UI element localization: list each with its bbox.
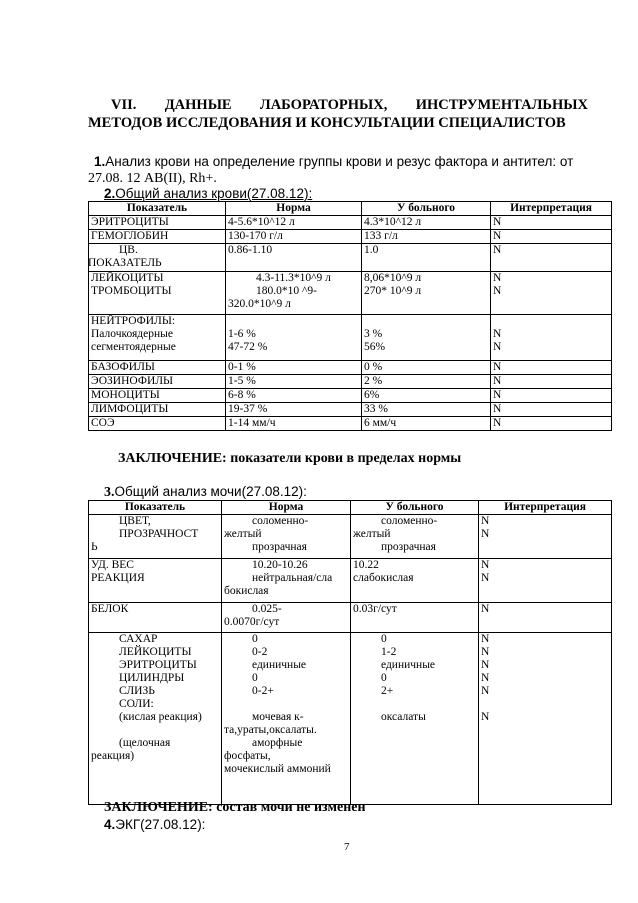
cell-name: [89, 272, 226, 315]
cell-interp: [491, 272, 612, 315]
cell-patient: 33 %: [362, 403, 491, 417]
section-title-line1: [111, 97, 588, 114]
cell-patient: 6 мм/ч: [362, 417, 491, 431]
cell-norm: 1-5 %: [226, 375, 362, 389]
cell-interp: N: [491, 216, 612, 230]
cell-interp: [491, 315, 612, 361]
cell-interp: N: [491, 417, 612, 431]
cell-line: РЕАКЦИЯ: [91, 572, 145, 584]
cell-patient: 6%: [362, 389, 491, 403]
cell-norm: 0-1 %: [226, 361, 362, 375]
title-word: ЛАБОРАТОРНЫХ,: [259, 97, 388, 113]
cell-line: N: [481, 572, 490, 584]
cell-line: 0-2: [252, 646, 268, 658]
cell-interp: [479, 515, 612, 559]
table-row: [89, 603, 612, 633]
cell-line: [493, 315, 611, 328]
item1-text: Анализ крови на определение группы крови и резус фактора и антител: от: [105, 154, 574, 169]
cell-line: реакция): [91, 750, 135, 762]
item2-title: Общий анализ крови(27.08.12):: [115, 186, 313, 201]
table-row: [89, 315, 612, 361]
cell-line: нейтральная/сла: [252, 572, 333, 584]
header-cell: У больного: [362, 202, 491, 216]
title-word: ИНСТРУМЕНТАЛЬНЫХ: [415, 97, 588, 113]
cell-patient: [351, 633, 479, 805]
cell-line: мочекислый аммоний: [224, 763, 331, 775]
cell-line: [91, 724, 221, 737]
cell-norm: 4-5.6*10^12 л: [226, 216, 362, 230]
header-cell: Интерпретация: [479, 501, 612, 515]
cell-line: N: [481, 559, 490, 571]
cell-interp: N: [479, 603, 612, 633]
cell-line: ЦВ.: [119, 244, 138, 256]
header-cell: Интерпретация: [491, 202, 612, 216]
table-row: [89, 403, 612, 417]
cell-name: [89, 315, 226, 361]
cell-patient: 0.03г/сут: [351, 603, 479, 633]
table-row: [89, 375, 612, 389]
cell-line: 1-6 %: [228, 328, 256, 340]
cell-interp: [479, 633, 612, 805]
cell-line: Палочкоядерные: [91, 328, 173, 340]
item4-heading: [104, 817, 205, 832]
cell-line: фосфаты,: [224, 750, 271, 762]
title-word: ДАННЫЕ: [164, 97, 232, 113]
cell-interp: N: [491, 403, 612, 417]
cell-line: 0-2+: [252, 685, 274, 697]
cell-name: ЭОЗИНОФИЛЫ: [89, 375, 226, 389]
cell-line: 56%: [364, 341, 386, 353]
cell-norm: 130-170 г/л: [226, 230, 362, 244]
cell-line: 1-2: [381, 646, 397, 658]
cell-name: МОНОЦИТЫ: [89, 389, 226, 403]
cell-interp: N: [491, 375, 612, 389]
cell-norm: [226, 315, 362, 361]
page-number: 7: [344, 841, 350, 853]
cell-norm: [226, 272, 362, 315]
cell-line: [481, 698, 611, 711]
cell-line: оксалаты: [381, 711, 426, 723]
conclusion-blood: ЗАКЛЮЧЕНИЕ: показатели крови в пределах нормы: [118, 451, 462, 466]
cell-patient: [351, 559, 479, 603]
cell-name: ЭРИТРОЦИТЫ: [89, 216, 226, 230]
cell-line: желтый: [353, 528, 391, 540]
cell-line: 10.22: [353, 559, 379, 571]
cell-patient: [351, 515, 479, 559]
cell-name: [89, 633, 222, 805]
cell-line: 3 %: [364, 328, 383, 340]
cell-line: [353, 698, 478, 711]
table-row: [89, 361, 612, 375]
cell-line: 270* 10^9 л: [364, 285, 422, 297]
cell-line: (щелочная: [119, 737, 171, 749]
cell-interp: [479, 559, 612, 603]
conclusion-urine: ЗАКЛЮЧЕНИЕ: состав мочи не изменен: [104, 800, 366, 815]
header-cell: Норма: [222, 501, 351, 515]
item4-number: 4.: [104, 817, 116, 832]
cell-norm: 19-37 %: [226, 403, 362, 417]
cell-line: соломенно-: [252, 515, 309, 527]
cell-line: N: [481, 515, 490, 527]
table-row: [89, 559, 612, 603]
table-row: [89, 272, 612, 315]
cell-line: мочевая к-: [252, 711, 304, 723]
cell-interp: N: [491, 230, 612, 244]
cell-line: аморфные: [252, 737, 303, 749]
cell-name: [89, 244, 226, 272]
cell-line: N: [481, 646, 490, 658]
cell-line: СОЛИ:: [119, 698, 154, 710]
cell-line: 47-72 %: [228, 341, 268, 353]
cell-interp: N: [491, 389, 612, 403]
cell-line: 0: [381, 672, 387, 684]
cell-name: [89, 515, 222, 559]
item1-line1: [94, 154, 573, 169]
cell-line: САХАР: [119, 633, 158, 645]
table-row: [89, 515, 612, 559]
cell-interp: N: [491, 361, 612, 375]
cell-line: 0: [252, 672, 258, 684]
cell-line: N: [493, 328, 502, 340]
cell-line: ЛЕЙКОЦИТЫ: [119, 646, 192, 658]
table-row: [89, 244, 612, 272]
cell-name: БЕЛОК: [89, 603, 222, 633]
cell-line: ЦИЛИНДРЫ: [119, 672, 185, 684]
item3-heading: [104, 484, 307, 501]
cell-line: 2+: [381, 685, 394, 697]
cell-patient: 133 г/л: [362, 230, 491, 244]
cell-line: 0.025-: [252, 603, 282, 615]
cell-norm: 1-14 мм/ч: [226, 417, 362, 431]
cell-line: N: [481, 711, 490, 723]
cell-line: СЛИЗЬ: [119, 685, 155, 697]
cell-line: Ь: [91, 541, 98, 553]
cell-norm: 6-8 %: [226, 389, 362, 403]
cell-line: УД. ВЕС: [91, 559, 134, 571]
cell-line: ТРОМБОЦИТЫ: [91, 285, 172, 297]
item2-heading: [104, 186, 312, 201]
item1-line2: 27.08. 12 АВ(II), Rh+.: [88, 171, 217, 186]
cell-line: 180.0*10 ^9-: [256, 285, 317, 297]
item3-title: Общий анализ мочи(27.08.12):: [114, 484, 307, 499]
cell-norm: [222, 515, 351, 559]
cell-line: ПРОЗРАЧНОСТ: [119, 528, 199, 540]
cell-line: прозрачная: [381, 541, 436, 553]
header-cell: Показатель: [89, 202, 226, 216]
cell-line: N: [493, 272, 502, 284]
urine-table: [88, 500, 612, 805]
cell-line: (кислая реакция): [119, 711, 202, 723]
cell-line: ЛЕЙКОЦИТЫ: [91, 272, 164, 284]
cell-line: бокислая: [224, 585, 269, 597]
header-cell: У больного: [351, 501, 479, 515]
table-header-row: [89, 501, 612, 515]
cell-line: N: [481, 685, 490, 697]
table-header-row: [89, 202, 612, 216]
cell-patient: [362, 315, 491, 361]
cell-name: ЛИМФОЦИТЫ: [89, 403, 226, 417]
cell-line: 8,06*10^9 л: [364, 272, 422, 284]
cell-name: ГЕМОГЛОБИН: [89, 230, 226, 244]
cell-line: N: [493, 285, 502, 297]
cell-line: 0: [252, 633, 258, 645]
title-word: VII.: [111, 97, 137, 113]
table-row: [89, 230, 612, 244]
table-row: [89, 216, 612, 230]
cell-line: 4.3-11.3*10^9 л: [256, 272, 331, 284]
table-row: [89, 389, 612, 403]
cell-line: та,ураты,оксалаты.: [224, 724, 317, 736]
table-row: [89, 633, 612, 805]
cell-name: [89, 559, 222, 603]
cell-line: единичные: [252, 659, 307, 671]
cell-interp: N: [491, 244, 612, 272]
cell-norm: [222, 559, 351, 603]
cell-patient: 2 %: [362, 375, 491, 389]
item3-number: 3.: [104, 485, 115, 500]
cell-patient: 1.0: [362, 244, 491, 272]
cell-patient: 4.3*10^12 л: [362, 216, 491, 230]
cell-norm: [222, 633, 351, 805]
item2-number: 2.: [104, 186, 116, 201]
cell-line: [224, 698, 350, 711]
cell-line: 0.0070г/сут: [224, 616, 280, 628]
cell-name: БАЗОФИЛЫ: [89, 361, 226, 375]
cell-line: ЭРИТРОЦИТЫ: [119, 659, 197, 671]
cell-line: прозрачная: [252, 541, 307, 553]
cell-patient: 0 %: [362, 361, 491, 375]
cell-norm: 0.86-1.10: [226, 244, 362, 272]
cell-line: желтый: [224, 528, 262, 540]
blood-table: [88, 201, 612, 431]
cell-line: 10.20-10.26: [252, 559, 308, 571]
cell-line: слабокислая: [353, 572, 414, 584]
cell-line: НЕЙТРОФИЛЫ:: [91, 315, 176, 327]
cell-line: сегментоядерные: [91, 341, 176, 353]
cell-line: [228, 315, 361, 328]
cell-line: соломенно-: [381, 515, 438, 527]
cell-line: ЦВЕТ,: [119, 515, 151, 527]
cell-norm: [222, 603, 351, 633]
cell-line: N: [481, 528, 490, 540]
header-cell: Показатель: [89, 501, 222, 515]
cell-line: единичные: [381, 659, 436, 671]
cell-line: N: [481, 659, 490, 671]
cell-name: СОЭ: [89, 417, 226, 431]
section-title-line2: МЕТОДОВ ИССЛЕДОВАНИЯ И КОНСУЛЬТАЦИИ СПЕЦИАЛИСТОВ: [88, 115, 566, 131]
table-row: [89, 417, 612, 431]
header-cell: Норма: [226, 202, 362, 216]
item4-title: ЭКГ(27.08.12):: [115, 817, 206, 832]
cell-line: N: [481, 672, 490, 684]
item1-number: 1.: [94, 154, 106, 169]
cell-line: [364, 315, 490, 328]
cell-line: 320.0*10^9 л: [228, 298, 291, 310]
cell-line: N: [493, 341, 502, 353]
cell-patient: [362, 272, 491, 315]
cell-line: ПОКАЗАТЕЛЬ: [88, 257, 162, 269]
cell-line: 0: [381, 633, 387, 645]
cell-line: N: [481, 633, 490, 645]
